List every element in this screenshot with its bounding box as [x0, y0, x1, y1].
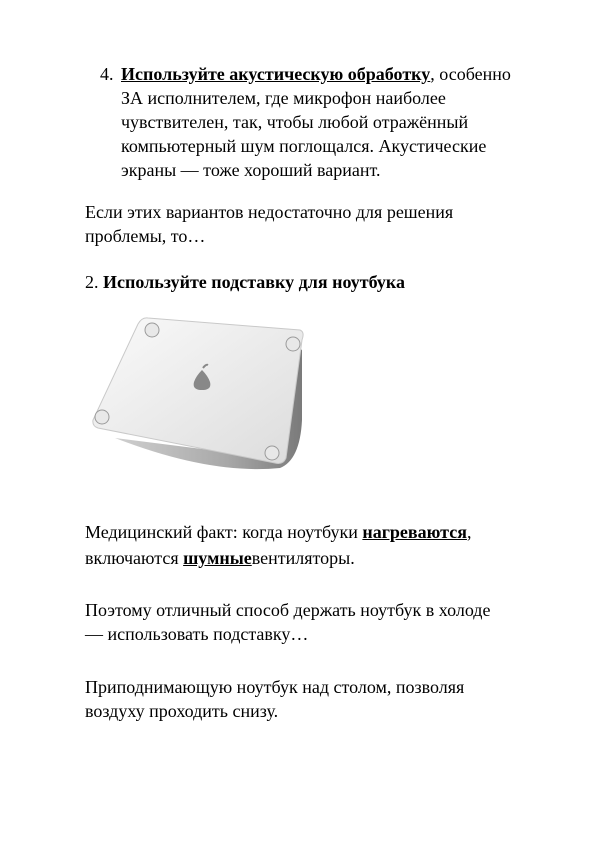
list-number: 4. [100, 64, 114, 84]
laptop-stand-image [90, 310, 310, 480]
paragraph-fact-line-2-suffix: вентиляторы. [251, 548, 355, 568]
paragraph-lift-line-2: воздуху проходить снизу. [85, 701, 279, 721]
paragraph-fact-line-1 [85, 520, 471, 544]
paragraph-cold-line-2: — использовать подставку… [85, 624, 309, 644]
paragraph-fact-line-2-prefix: включаются [85, 548, 184, 568]
section-heading-text: Используйте подставку для ноутбука [103, 272, 406, 292]
paragraph-if-line-1: Если этих вариантов недостаточно для решения [85, 202, 454, 222]
paragraph-fact-prefix: Медицинский факт: когда ноутбуки [85, 522, 363, 542]
list-item-line-1 [121, 62, 511, 86]
section-heading [85, 270, 405, 294]
list-item-line-1-rest: , особенно [430, 64, 511, 84]
paragraph-fact-comma: , [466, 522, 472, 542]
paragraph-lift-line-1: Приподнимающую ноутбук над столом, позволяя [85, 677, 465, 697]
paragraph-fact-line-2 [85, 546, 355, 570]
link-heat-up[interactable]: нагреваются [362, 522, 467, 542]
paragraph-cold-line-1: Поэтому отличный способ держать ноутбук в холоде [85, 600, 491, 620]
paragraph-if-line-2: проблемы, то… [85, 226, 206, 246]
list-item-bold-link[interactable]: Используйте акустическую обработку [121, 64, 431, 84]
link-noisy[interactable]: шумные [183, 548, 252, 568]
list-item-line-5: экраны — тоже хороший вариант. [121, 160, 381, 180]
list-item-line-3: чувствителен, так, чтобы любой отражённый [121, 112, 469, 132]
list-item-line-2: ЗА исполнителем, где микрофон наиболее [121, 88, 446, 108]
list-item-line-4: компьютерный шум поглощался. Акустические [121, 136, 487, 156]
section-heading-number: 2. [85, 272, 99, 292]
